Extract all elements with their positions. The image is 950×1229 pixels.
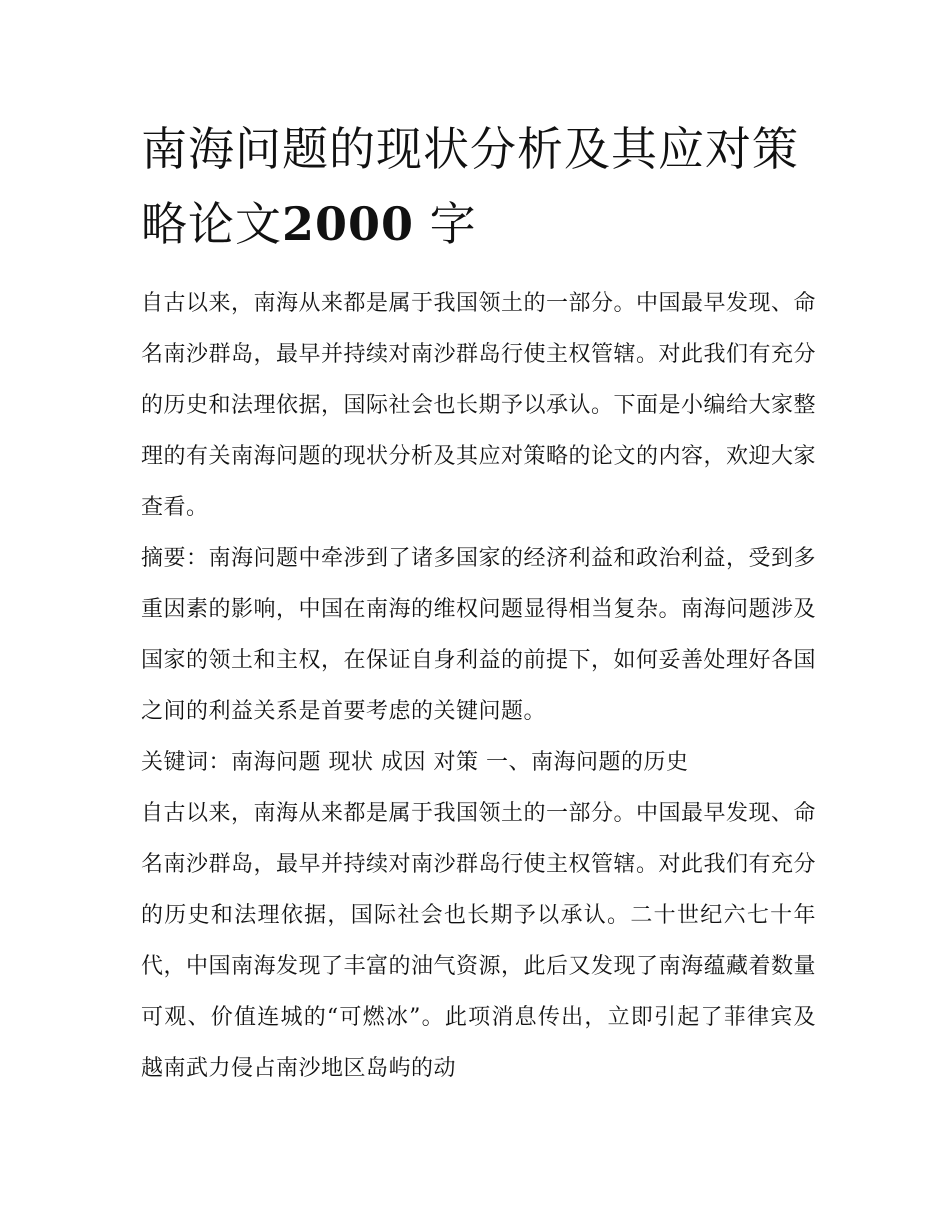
paragraph-history: 自古以来，南海从来都是属于我国领土的一部分。中国最早发现、命名南沙群岛，最早并持续对南沙群岛行使主权管辖。对此我们有充分的历史和法理依据，国际社会也长期予以承认。二十世纪六七十年代，中国南海发现了丰富的油气资源，此后又发现了南海蕴藏着数量可观、价值连城的“可燃冰”。此项消息传出，立即引起了菲律宾及越南武力侵占南沙地区岛屿的动: [141, 801, 817, 1081]
document-page: [141, 112, 816, 1094]
paragraph-intro: 自古以来，南海从来都是属于我国领土的一部分。中国最早发现、命名南沙群岛，最早并持续对南沙群岛行使主权管辖。对此我们有充分的历史和法理依据，国际社会也长期予以承认。下面是小编给大家整理的有关南海问题的现状分析及其应对策略的论文的内容，欢迎大家查看。: [141, 291, 817, 520]
paragraph-abstract: 摘要：南海问题中牵涉到了诸多国家的经济利益和政治利益，受到多重因素的影响，中国在南海的维权问题显得相当复杂。南海问题涉及国家的领土和主权，在保证自身利益的前提下，如何妥善处理好各国之间的利益关系是首要考虑的关键问题。: [141, 546, 817, 724]
paragraph-keywords: 关键词：南海问题 现状 成因 对策 一、南海问题的历史: [141, 750, 689, 775]
title-text: 南海问题的现状分析及其应对策略论文: [141, 122, 799, 251]
title-number: 2000: [282, 197, 415, 251]
document-body: [141, 278, 816, 1094]
title-suffix: 字: [429, 197, 477, 251]
document-title: [141, 112, 816, 262]
